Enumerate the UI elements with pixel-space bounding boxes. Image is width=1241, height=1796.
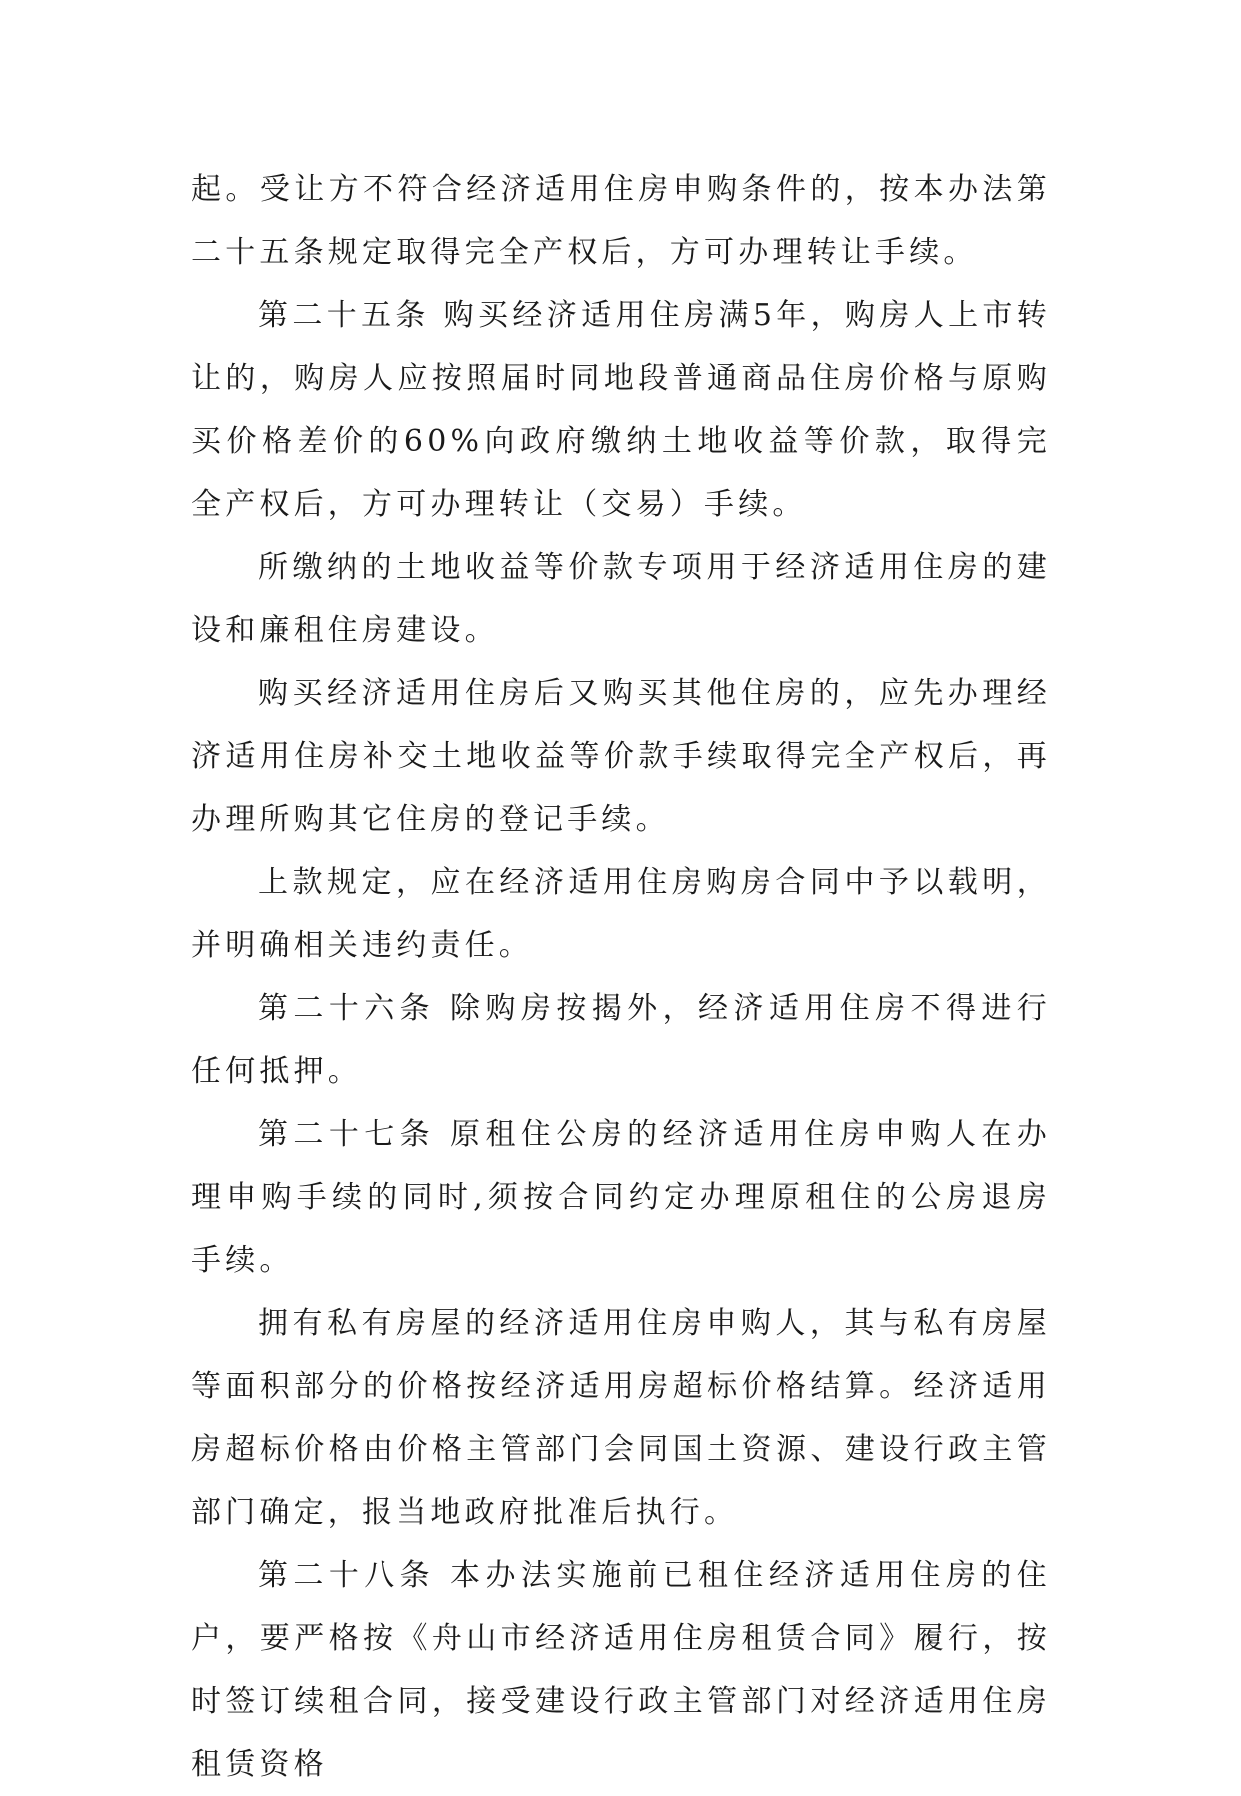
document-body	[191, 158, 1051, 1796]
paragraph-contract-clause: 上款规定，应在经济适用住房购房合同中予以载明，并明确相关违约责任。	[191, 865, 1051, 963]
paragraph-article-27: 第二十七条 原租住公房的经济适用住房申购人在办理申购手续的同时,须按合同约定办理原租住的公房退房手续。	[191, 1117, 1051, 1278]
paragraph-continuation: 起。受让方不符合经济适用住房申购条件的，按本办法第二十五条规定取得完全产权后，方可办理转让手续。	[191, 172, 1051, 270]
paragraph-article-28: 第二十八条 本办法实施前已租住经济适用住房的住户，要严格按《舟山市经济适用住房租赁合同》履行，按时签订续租合同，接受建设行政主管部门对经济适用住房租赁资格	[191, 1558, 1051, 1782]
paragraph-private-housing: 拥有私有房屋的经济适用住房申购人，其与私有房屋等面积部分的价格按经济适用房超标价格结算。经济适用房超标价格由价格主管部门会同国土资源、建设行政主管部门确定，报当地政府批准后执行。	[191, 1306, 1051, 1530]
paragraph-other-housing: 购买经济适用住房后又购买其他住房的，应先办理经济适用住房补交土地收益等价款手续取得完全产权后，再办理所购其它住房的登记手续。	[191, 676, 1051, 837]
paragraph-land-fee-usage: 所缴纳的土地收益等价款专项用于经济适用住房的建设和廉租住房建设。	[191, 550, 1051, 648]
paragraph-article-25: 第二十五条 购买经济适用住房满5年，购房人上市转让的，购房人应按照届时同地段普通商品住房价格与原购买价格差价的60%向政府缴纳土地收益等价款，取得完全产权后，方可办理转让（交易）手续。	[191, 298, 1051, 522]
paragraph-article-26: 第二十六条 除购房按揭外，经济适用住房不得进行任何抵押。	[191, 991, 1051, 1089]
